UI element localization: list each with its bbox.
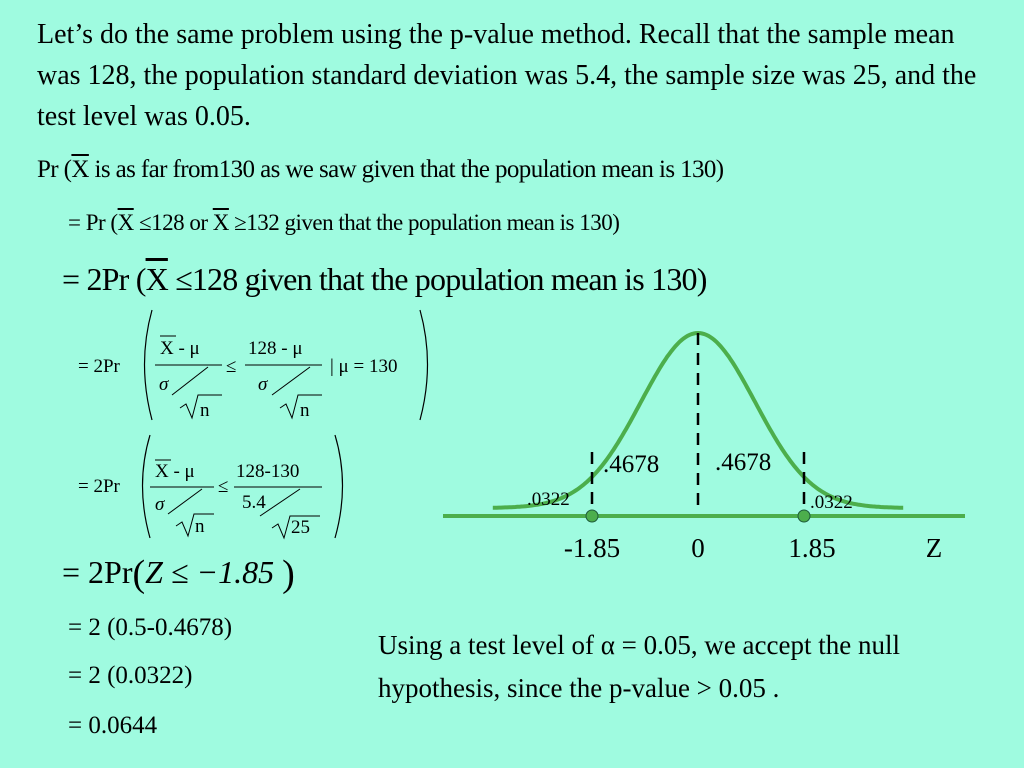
formula2-sample-size: 25	[291, 517, 310, 538]
intro-paragraph: Let’s do the same problem using the p-value method. Recall that the sample mean was 128, the population standard deviation was 5.4, the sample size was 25, and the test level was 0.05.	[37, 19, 977, 132]
formula1-lead: = 2Pr	[78, 356, 120, 377]
x-axis-label: Z	[925, 533, 943, 563]
formula2-numerator-1: X - μ	[155, 461, 195, 482]
tick-label-neg: -1.85	[563, 533, 621, 563]
z-probability-statement: = 2Pr(Z ≤ −1.85 )	[62, 553, 295, 595]
formula1-numerator-1: X - μ	[160, 338, 200, 359]
calculation-step-1: = 2 (0.5-0.4678)	[68, 614, 233, 641]
probability-statement-3: = 2Pr ($\overline{X} \le 128$ given that the population mean is 130)	[62, 261, 707, 297]
calculation-step-3: = 0.0644	[68, 712, 158, 739]
formula2-lead: = 2Pr	[78, 476, 120, 497]
tail-label-right: .0322	[810, 492, 853, 513]
formula1-condition: | μ = 130	[330, 356, 398, 377]
formula1-sigma-2: σ	[258, 374, 268, 395]
formula1-leq: ≤	[226, 356, 237, 377]
tail-label-left: .0322	[527, 489, 570, 510]
formula2-sigma-1: σ	[155, 494, 165, 515]
probability-statement-1: Pr ($\overline{X}$ is as far from130 as we saw given that the population mean is 130)	[37, 156, 724, 183]
area-label-right: .4678	[715, 449, 772, 476]
formula2-sd: 5.4	[242, 492, 266, 513]
tick-label-zero: 0	[691, 533, 705, 563]
calculation-step-2: = 2 (0.0322)	[68, 662, 193, 689]
area-label-left: .4678	[603, 451, 660, 478]
critical-point-right	[798, 510, 810, 522]
formula1-n-1: n	[200, 400, 210, 421]
critical-point-left	[586, 510, 598, 522]
tick-label-pos: 1.85	[788, 533, 836, 563]
formula1-numerator-2: 128 - μ	[248, 338, 303, 359]
formula1-n-2: n	[300, 400, 310, 421]
formula1-sigma-1: σ	[159, 374, 169, 395]
conclusion-text: Using a test level of α = 0.05, we accept the null hypothesis, since the p-value > 0.05 .	[378, 630, 900, 703]
formula2-n-1: n	[195, 516, 205, 537]
probability-statement-2: = Pr ($\overline{X} \le 128$ or $\overline{X} \ge 132$ given that the population mean is 130)	[68, 210, 620, 235]
formula2-leq: ≤	[218, 476, 229, 497]
formula2-numerator-2: 128-130	[236, 461, 300, 482]
